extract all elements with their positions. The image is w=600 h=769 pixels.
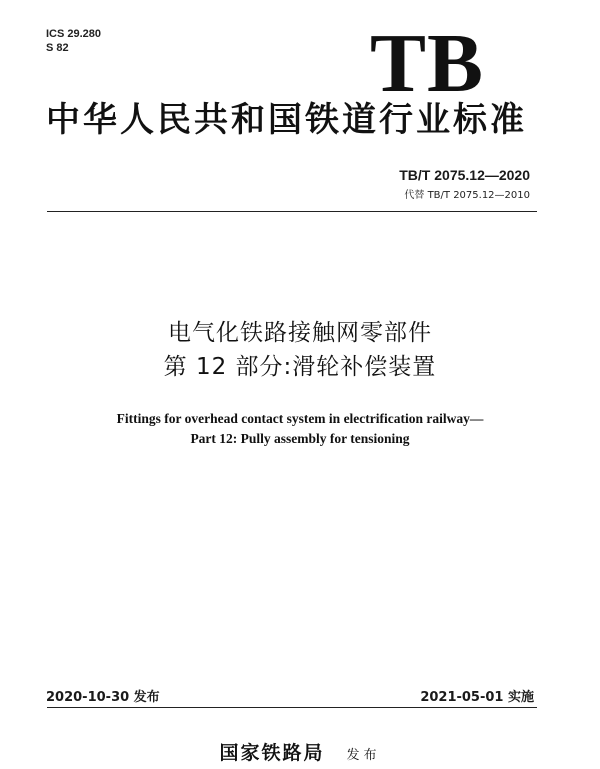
issuer-org: 国家铁路局 — [219, 742, 325, 764]
tb-logo: TB — [370, 17, 485, 110]
issue-date: 2020-10-30 发布 — [46, 690, 160, 705]
title-cn-line1: 电气化铁路接触网零部件 — [168, 320, 432, 346]
standard-number: TB/T 2075.12—2020 — [399, 167, 530, 183]
ics-code: ICS 29.280 — [46, 28, 102, 40]
replaced-standard: 代替 TB/T 2075.12—2010 — [404, 190, 530, 201]
issuer-action: 发布 — [346, 748, 381, 763]
title-cn-line2: 第 12 部分:滑轮补偿装置 — [163, 354, 437, 380]
header-divider — [47, 211, 537, 212]
ics-class: S 82 — [46, 42, 69, 54]
ics-block — [46, 27, 101, 55]
standard-category-title: 中华人民共和国铁道行业标准 — [46, 100, 527, 140]
title-en-line2: Part 12: Pully assembly for tensioning — [190, 431, 410, 446]
implementation-date: 2021-05-01 实施 — [420, 690, 534, 705]
title-en-line1: Fittings for overhead contact system in electrification railway— — [116, 411, 484, 426]
issuer — [0, 738, 600, 765]
footer-divider — [47, 707, 537, 708]
